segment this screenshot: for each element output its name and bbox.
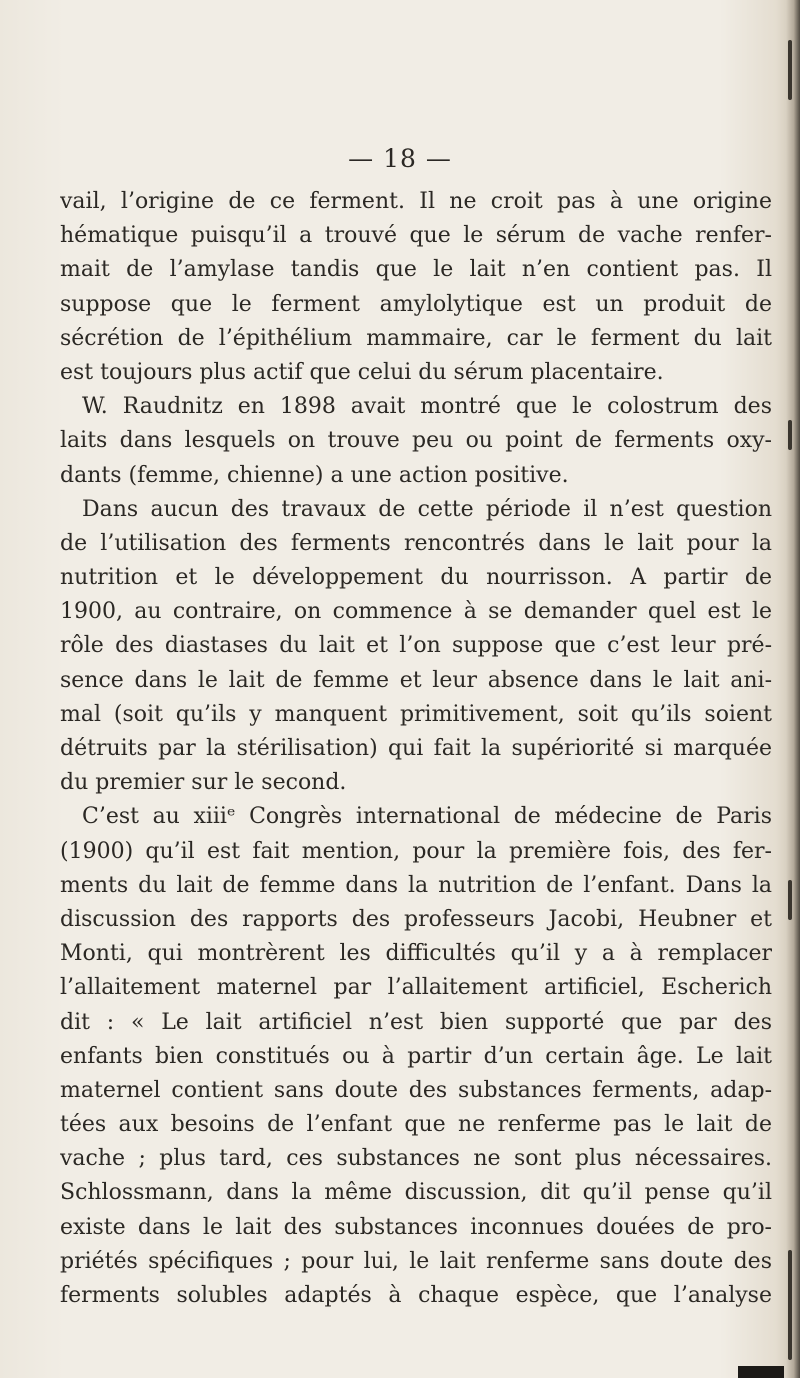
text-line: W. Raudnitz en 1898 avait montré que le colostrum des (82, 394, 772, 420)
text-line: 1900, au contraire, on commence à se demander quel est le (60, 599, 772, 625)
text-line: mal (soit qu’ils y manquent primitivement, soit qu’ils soient (60, 701, 772, 727)
page-binding-edge (786, 0, 800, 1378)
text-line: C’est au xiiiᵉ Congrès international de médecine de Paris (82, 804, 772, 830)
text-line: discussion des rapports des professeurs Jacobi, Heubner et (60, 906, 772, 932)
text-line: dit : « Le lait artificiel n’est bien supporté que par des (60, 1009, 772, 1035)
text-line: ferments solubles adaptés à chaque espèce, que l’analyse (60, 1283, 772, 1308)
text-line: existe dans le lait des substances inconnues douées de pro- (60, 1214, 772, 1240)
text-line: Monti, qui montrèrent les difficultés qu’il y a à remplacer (60, 941, 772, 967)
text-line: nutrition et le développement du nourrisson. A partir de (60, 565, 772, 591)
text-line: Schlossmann, dans la même discussion, dit qu’il pense qu’il (60, 1180, 772, 1206)
text-line: de l’utilisation des ferments rencontrés dans le lait pour la (60, 530, 772, 556)
page-number: — 18 — (348, 144, 452, 173)
text-line: maternel contient sans doute des substances ferments, adap- (60, 1077, 772, 1103)
text-line: enfants bien constitués ou à partir d’un certain âge. Le lait (60, 1043, 772, 1069)
text-line: ments du lait de femme dans la nutrition de l’enfant. Dans la (60, 872, 772, 898)
body-text (60, 185, 772, 1313)
edge-shadow-mark (788, 880, 792, 920)
text-line: laits dans lesquels on trouve peu ou point de ferments oxy- (60, 428, 772, 454)
corner-shadow-mark (738, 1366, 784, 1378)
text-line: du premier sur le second. (60, 770, 347, 796)
edge-shadow-mark (788, 40, 792, 100)
text-line: mait de l’amylase tandis que le lait n’en contient pas. Il (60, 257, 772, 283)
text-line: dants (femme, chienne) a une action positive. (60, 462, 569, 488)
text-line: suppose que le ferment amylolytique est un produit de (60, 291, 772, 317)
text-line: vail, l’origine de ce ferment. Il ne croit pas à une origine (60, 189, 772, 214)
text-line: est toujours plus actif que celui du sérum placentaire. (60, 359, 664, 385)
text-line: hématique puisqu’il a trouvé que le sérum de vache renfer- (60, 223, 772, 249)
text-line: (1900) qu’il est fait mention, pour la première fois, des fer- (60, 838, 772, 864)
text-line: sécrétion de l’épithélium mammaire, car le ferment du lait (60, 325, 772, 351)
text-line: rôle des diastases du lait et l’on suppose que c’est leur pré- (60, 633, 772, 659)
text-line: priétés spécifiques ; pour lui, le lait renferme sans doute des (60, 1248, 772, 1274)
text-line: détruits par la stérilisation) qui fait la supériorité si marquée (60, 736, 772, 761)
text-line: sence dans le lait de femme et leur absence dans le lait ani- (60, 667, 772, 693)
text-line: vache ; plus tard, ces substances ne sont plus nécessaires. (60, 1146, 772, 1172)
edge-shadow-mark (788, 420, 792, 450)
text-line: l’allaitement maternel par l’allaitement artificiel, Escherich (60, 975, 772, 1001)
text-line: Dans aucun des travaux de cette période il n’est question (82, 496, 772, 522)
edge-shadow-mark (788, 1250, 792, 1360)
text-line: tées aux besoins de l’enfant que ne renferme pas le lait de (60, 1112, 772, 1138)
